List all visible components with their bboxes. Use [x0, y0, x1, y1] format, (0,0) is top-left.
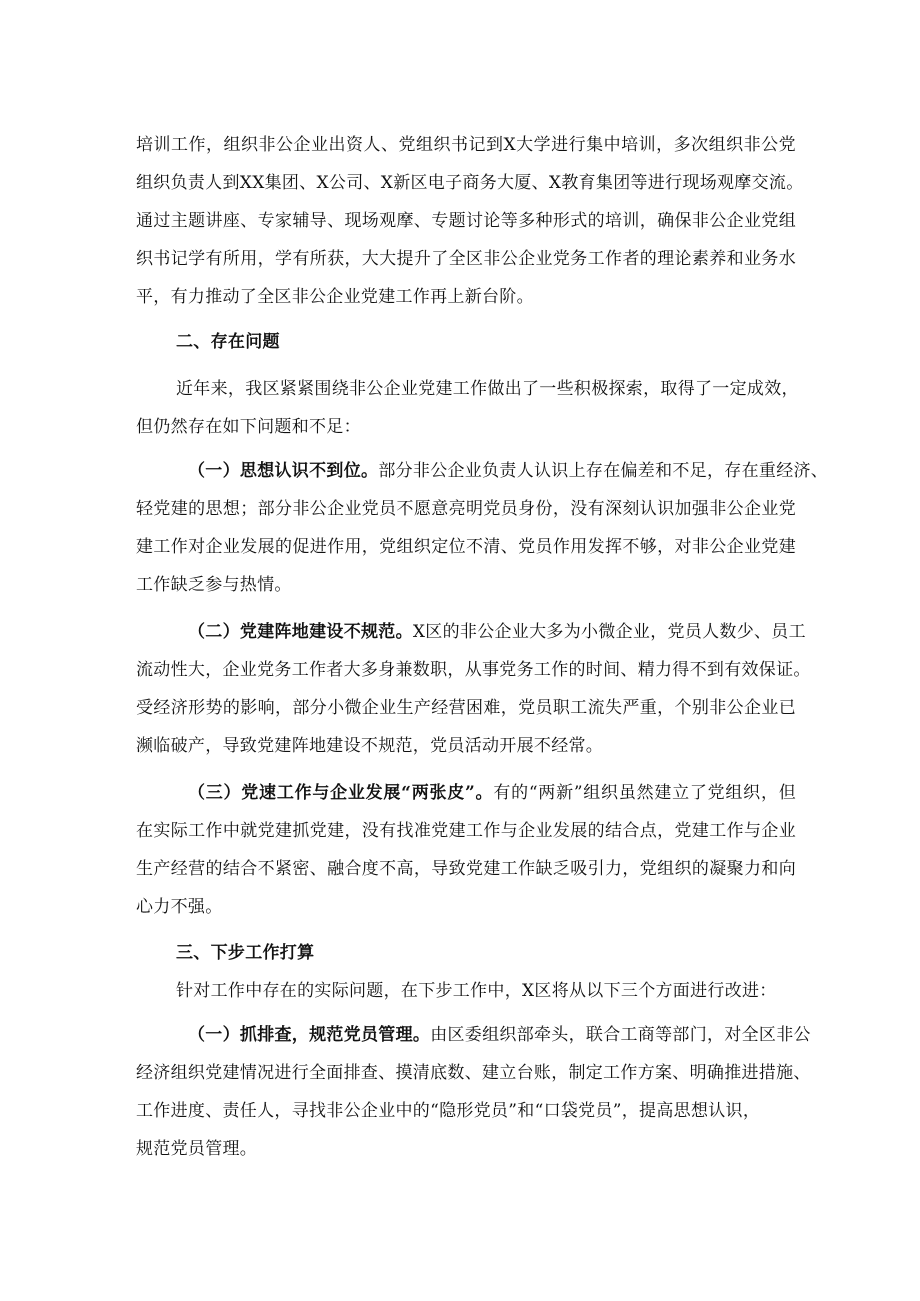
item-first-line: [188, 1024, 811, 1046]
item-text: 有的“两新”组织虽然建立了党组织，但: [493, 783, 797, 803]
item-title: （三）党速工作与企业发展“两张皮”。: [188, 783, 494, 803]
paragraph-line: 心力不强。: [136, 897, 223, 917]
paragraph-line: 规范党员管理。: [136, 1139, 258, 1159]
item-title: （二）党建阵地建设不规范。: [188, 622, 413, 642]
item-text: X区的非公企业大多为小微企业，党员人数少、员工: [412, 622, 806, 642]
item-text: 部分非公企业负责人认识上存在偏差和不足，存在重经济、: [378, 461, 829, 481]
paragraph-line: 平，有力推动了全区非公企业党建工作再上新台阶。: [136, 287, 534, 307]
paragraph-line: 近年来，我区紧紧围绕非公企业党建工作做出了一些积极探索，取得了一定成效，: [176, 379, 799, 399]
paragraph-line: 建工作对企业发展的促进作用，党组织定位不清、党员作用发挥不够，对非公企业党建: [136, 537, 796, 557]
paragraph-line: 轻党建的思想；部分非公企业党员不愿意亮明党员身份，没有深刻认识加强非公企业党: [136, 499, 796, 519]
paragraph-line: 流动性大，企业党务工作者大多身兼数职，从事党务工作的时间、精力得不到有效保证。: [136, 660, 811, 680]
item-title: （一）抓排查，规范党员管理。: [188, 1025, 431, 1045]
paragraph-line: 组织负责人到XX集团、X公司、X新区电子商务大厦、X教育集团等进行现场观摩交流。: [136, 173, 804, 193]
paragraph-line: 工作缺乏参与热情。: [136, 575, 292, 595]
paragraph-line: 在实际工作中就党建抓党建，没有找准党建工作与企业发展的结合点，党建工作与企业: [136, 821, 796, 841]
paragraph-line: 濒临破产，导致党建阵地建设不规范，党员活动开展不经常。: [136, 736, 604, 756]
item-text: 由区委组织部牵头，联合工商等部门，对全区非公: [430, 1025, 811, 1045]
section-heading: 三、下步工作打算: [176, 943, 315, 963]
item-first-line: [188, 460, 829, 482]
item-title: （一）思想认识不到位。: [188, 461, 379, 481]
paragraph-line: 织书记学有所用，学有所获，大大提升了全区非公企业党务工作者的理论素养和业务水: [136, 249, 796, 269]
item-first-line: [188, 621, 806, 643]
item-first-line: [188, 782, 796, 804]
paragraph-line: 针对工作中存在的实际问题，在下步工作中，X区将从以下三个方面进行改进：: [176, 981, 777, 1001]
paragraph-line: 但仍然存在如下问题和不足：: [136, 417, 361, 437]
paragraph-line: 经济组织党建情况进行全面排查、摸清底数、建立台账，制定工作方案、明确推进措施、: [136, 1063, 811, 1083]
paragraph-line: 生产经营的结合不紧密、融合度不高，导致党建工作缺乏吸引力，党组织的凝聚力和向: [136, 859, 796, 879]
section-heading: 二、存在问题: [176, 332, 280, 352]
paragraph-line: 工作进度、责任人，寻找非公企业中的“隐形党员”和“口袋党员”，提高思想认识，: [136, 1101, 761, 1121]
paragraph-line: 培训工作，组织非公企业出资人、党组织书记到X大学进行集中培训，多次组织非公党: [136, 135, 796, 155]
paragraph-line: 通过主题讲座、专家辅导、现场观摩、专题讨论等多种形式的培训，确保非公企业党组: [136, 211, 796, 231]
paragraph-line: 受经济形势的影响，部分小微企业生产经营困难，党员职工流失严重，个别非公企业已: [136, 698, 796, 718]
